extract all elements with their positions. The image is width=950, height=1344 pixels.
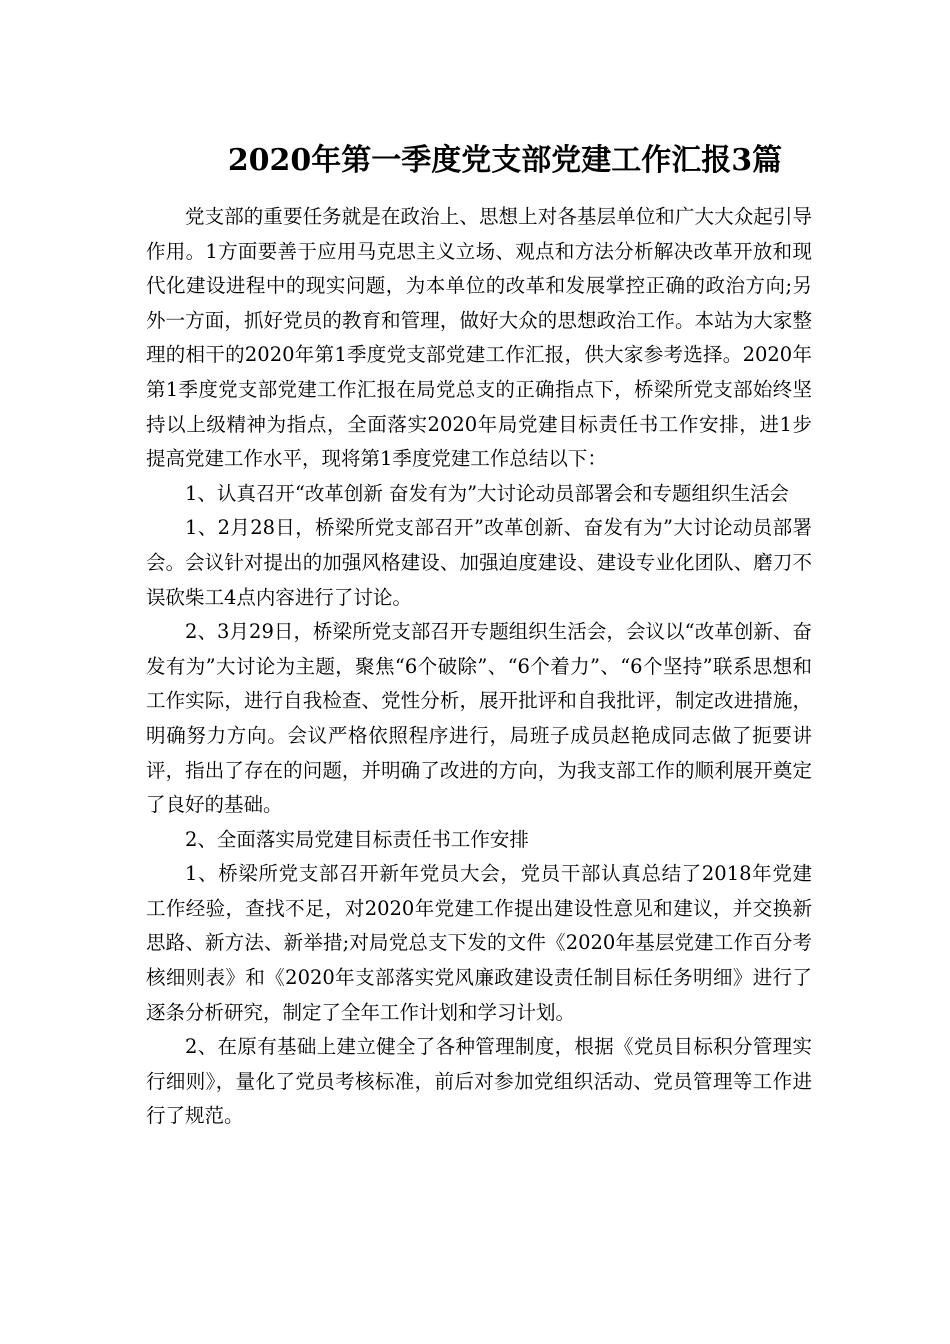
paragraph-item: 2、3月29日，桥梁所党支部召开专题组织生活会，会议以“改革创新、奋发有为”大讨论为主题，聚焦“6个破除”、“6个着力”、“6个坚持”联系思想和工作实际，进行自我检查、党性分析，展开批评和自我批评，制定改进措施，明确努力方向。会议严格依照程序进行，局班子成员赵艳成同志做了扼要讲评，指出了存在的问题，并明确了改进的方向，为我支部工作的顺利展开奠定了良好的基础。	[146, 620, 812, 817]
paragraph-intro: 党支部的重要任务就是在政治上、思想上对各基层单位和广大大众起引导作用。1方面要善于应用马克思主义立场、观点和方法分析解决改革开放和现代化建设进程中的现实问题，为本单位的改革和发展掌控正确的政治方向;另外一方面，抓好党员的教育和管理，做好大众的思想政治工作。本站为大家整理的相干的2020年第1季度党支部党建工作汇报，供大家参考选择。2020年第1季度党支部党建工作汇报在局党总支的正确指点下，桥梁所党支部始终坚持以上级精神为指点，全面落实2020年局党建目标责任书工作安排，进1步提高党建工作水平，现将第1季度党建工作总结以下：	[146, 205, 812, 471]
section-heading-2: 2、全面落实局党建目标责任书工作安排	[185, 827, 529, 851]
section-heading-1: 1、认真召开“改革创新 奋发有为”大讨论动员部署会和专题组织生活会	[185, 481, 790, 505]
paragraph-item: 1、桥梁所党支部召开新年党员大会，党员干部认真总结了2018年党建工作经验，查找不足，对2020年党建工作提出建设性意见和建议，并交换新思路、新方法、新举措;对局党总支下发的文件《2020年基层党建工作百分考核细则表》和《2020年支部落实党风廉政建设责任制目标任务明细》进行了逐条分析研究，制定了全年工作计划和学习计划。	[146, 862, 812, 1024]
document-body	[146, 200, 812, 1134]
paragraph-item: 2、在原有基础上建立健全了各种管理制度，根据《党员目标积分管理实行细则》，量化了党员考核标准，前后对参加党组织活动、党员管理等工作进行了规范。	[146, 1035, 812, 1128]
document-title: 2020年第一季度党支部党建工作汇报3篇	[227, 143, 783, 179]
paragraph-item: 1、2月28日，桥梁所党支部召开”改革创新、奋发有为”大讨论动员部署会。会议针对提出的加强风格建设、加强迫度建设、建设专业化团队、磨刀不误砍柴工4点内容进行了讨论。	[146, 516, 812, 609]
